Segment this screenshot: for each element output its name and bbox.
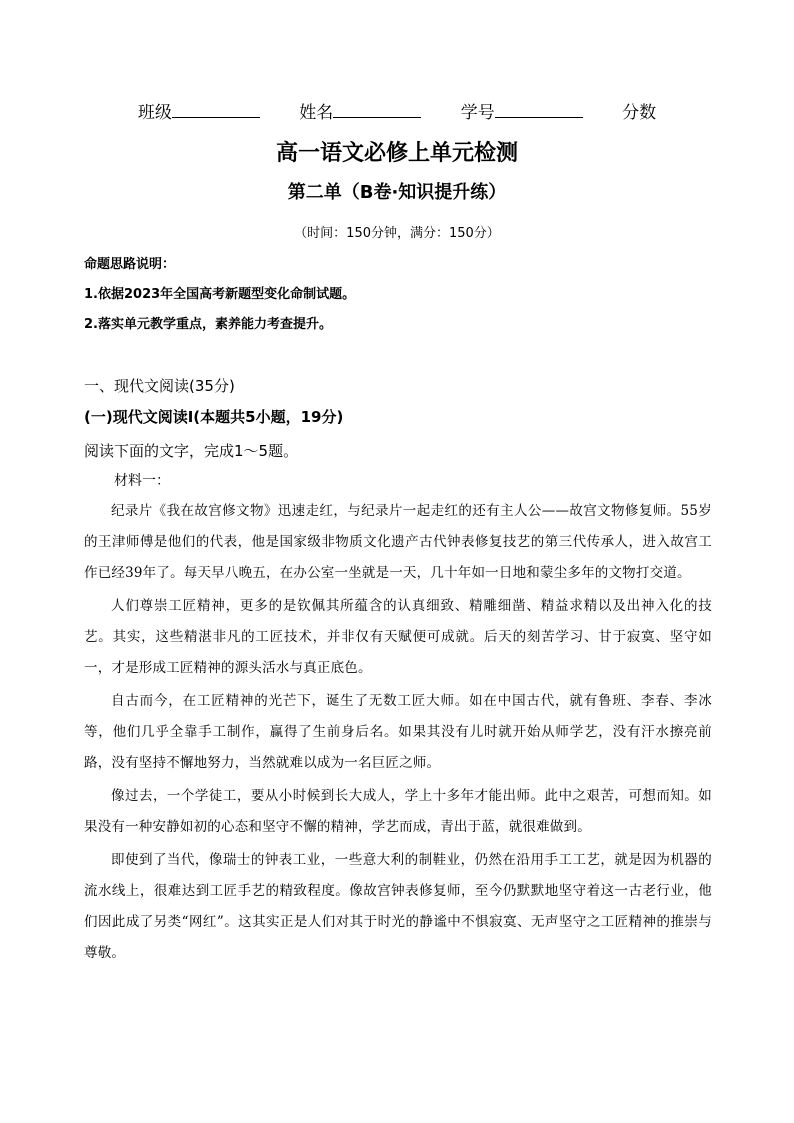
student-id-blank[interactable] <box>495 103 583 118</box>
name-field[interactable] <box>299 98 421 123</box>
paragraph: 自古而今，在工匠精神的光芒下，诞生了无数工匠大师。如在中国古代，就有鲁班、李春、李冰等，他们几乎全靠手工制作，赢得了生前身后名。如果其没有儿时就开始从师学艺，没有汗水擦亮前路，没有坚持不懈地努力，当然就难以成为一名巨匠之师。 <box>84 693 712 771</box>
student-id-label: 学号 <box>460 103 495 123</box>
class-field[interactable] <box>138 98 260 123</box>
class-label: 班级 <box>137 103 172 123</box>
time-info: （时间：150分钟，满分：150分） <box>294 226 500 241</box>
paragraph: 即使到了当代，像瑞士的钟表工业，一些意大利的制鞋业，仍然在沿用手工工艺，就是因为机器的流水线上，很难达到工匠手艺的精致程度。像故宫钟表修复师，至今仍默默地坚守着这一古老行业，他们因此成了另类“网红”。这其实正是人们对其于时光的静谧中不惧寂寞、无声坚守之工匠精神的推崇与尊敬。 <box>84 852 712 961</box>
score-field <box>622 98 656 123</box>
design-notes <box>84 255 724 345</box>
notes-heading: 命题思路说明： <box>84 257 176 272</box>
reading-passage <box>84 496 712 971</box>
paragraph: 纪录片《我在故宫修文物》迅速走红，与纪录片一起走红的还有主人公——故宫文物修复师。55岁的王津师傅是他们的代表，他是国家级非物质文化遗产古代钟表修复技艺的第三代传承人，进入故宫工作已经39年了。每天早八晚五，在办公室一坐就是一天，几十年如一日地和蒙尘多年的文物打交道。 <box>84 503 712 581</box>
document-subtitle: 第二单（B卷·知识提升练） <box>287 182 507 203</box>
name-label: 姓名 <box>299 103 334 123</box>
note-item: 1.依据2023年全国高考新题型变化命制试题。 <box>84 287 356 302</box>
paragraph: 像过去，一个学徒工，要从小时候到长大成人，学上十多年才能出师。此中之艰苦，可想而知。如果没有一种安静如初的心态和坚守不懈的精神，学艺而成，青出于蓝，就很难做到。 <box>84 788 712 835</box>
document-title: 高一语文必修上单元检测 <box>275 141 518 166</box>
subsection-heading: (一)现代文阅读Ⅰ(本题共5小题，19分) <box>84 408 344 426</box>
class-blank[interactable] <box>172 103 260 118</box>
reading-instruction: 阅读下面的文字，完成1～5题。 <box>84 442 299 460</box>
student-id-field[interactable] <box>461 98 583 123</box>
material-label: 材料一： <box>114 473 170 489</box>
student-info-row <box>0 98 794 123</box>
note-item: 2.落实单元教学重点，素养能力考查提升。 <box>84 317 332 332</box>
paragraph: 人们尊崇工匠精神，更多的是钦佩其所蕴含的认真细致、精雕细凿、精益求精以及出神入化的技艺。其实，这些精湛非凡的工匠技术，并非仅有天赋便可成就。后天的刻苦学习、甘于寂寞、坚守如一，才是形成工匠精神的源头活水与真正底色。 <box>84 598 712 676</box>
score-label: 分数 <box>622 103 657 123</box>
name-blank[interactable] <box>333 103 421 118</box>
section-heading: 一、现代文阅读(35分) <box>84 377 235 395</box>
